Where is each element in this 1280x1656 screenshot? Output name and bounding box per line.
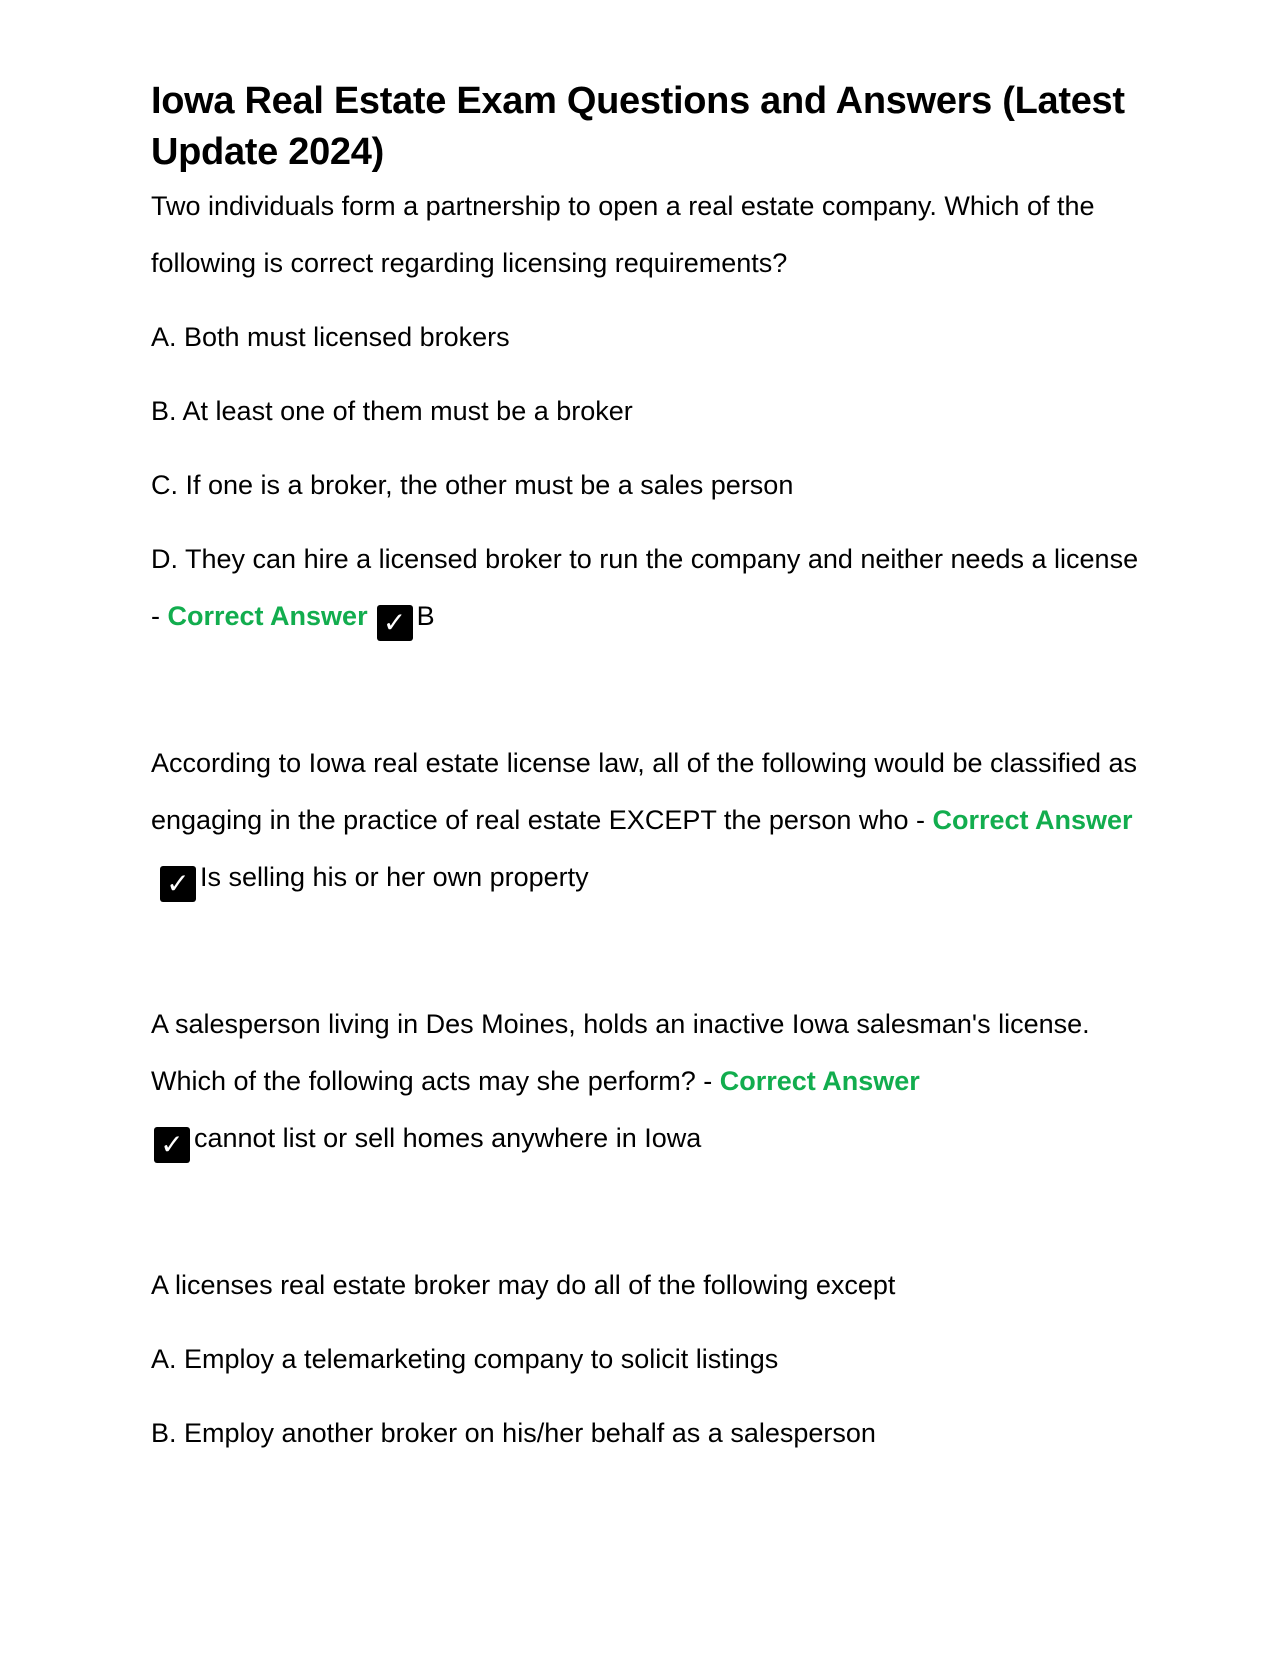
option-d: D. They can hire a licensed broker to run the company and neither needs a license - [151, 544, 1139, 631]
question-block-3 [151, 996, 1141, 1167]
document-title: Iowa Real Estate Exam Questions and Answers (Latest Update 2024) [151, 80, 1125, 173]
option-a: A. Employ a telemarketing company to solicit listings [151, 1344, 779, 1374]
check-icon: ✓ [377, 605, 413, 641]
question-block-4 [151, 1257, 1141, 1462]
option-b: B. Employ another broker on his/her behalf as a salesperson [151, 1418, 876, 1448]
answer-text: cannot list or sell homes anywhere in Iowa [194, 1123, 702, 1153]
option-a: A. Both must licensed brokers [151, 322, 510, 352]
correct-answer-label: Correct Answer [719, 1066, 920, 1096]
question-text: Two individuals form a partnership to open a real estate company. Which of the following is correct regarding licensing requirements? [151, 191, 1095, 278]
question-block-2 [151, 735, 1141, 906]
document-body [151, 76, 1141, 1462]
option-c: C. If one is a broker, the other must be a sales person [151, 470, 794, 500]
question-text: According to Iowa real estate license law, all of the following would be classified as engaging in the practice of real estate EXCEPT the person who - [151, 748, 1138, 835]
check-icon: ✓ [160, 866, 196, 902]
question-text: A salesperson living in Des Moines, holds an inactive Iowa salesman's license. Which of the following acts may she perform? - [151, 1009, 1090, 1096]
question-block-1 [151, 178, 1141, 645]
correct-answer-label: Correct Answer [932, 805, 1133, 835]
question-text: A licenses real estate broker may do all of the following except [151, 1270, 896, 1300]
answer-text: B [416, 601, 435, 631]
option-b: B. At least one of them must be a broker [151, 396, 633, 426]
question-with-answer [151, 735, 1141, 906]
answer-text: Is selling his or her own property [200, 862, 589, 892]
check-icon: ✓ [154, 1127, 190, 1163]
question-with-answer [151, 996, 1141, 1167]
correct-answer-label: Correct Answer [167, 601, 368, 631]
option-d-with-answer [151, 531, 1141, 645]
